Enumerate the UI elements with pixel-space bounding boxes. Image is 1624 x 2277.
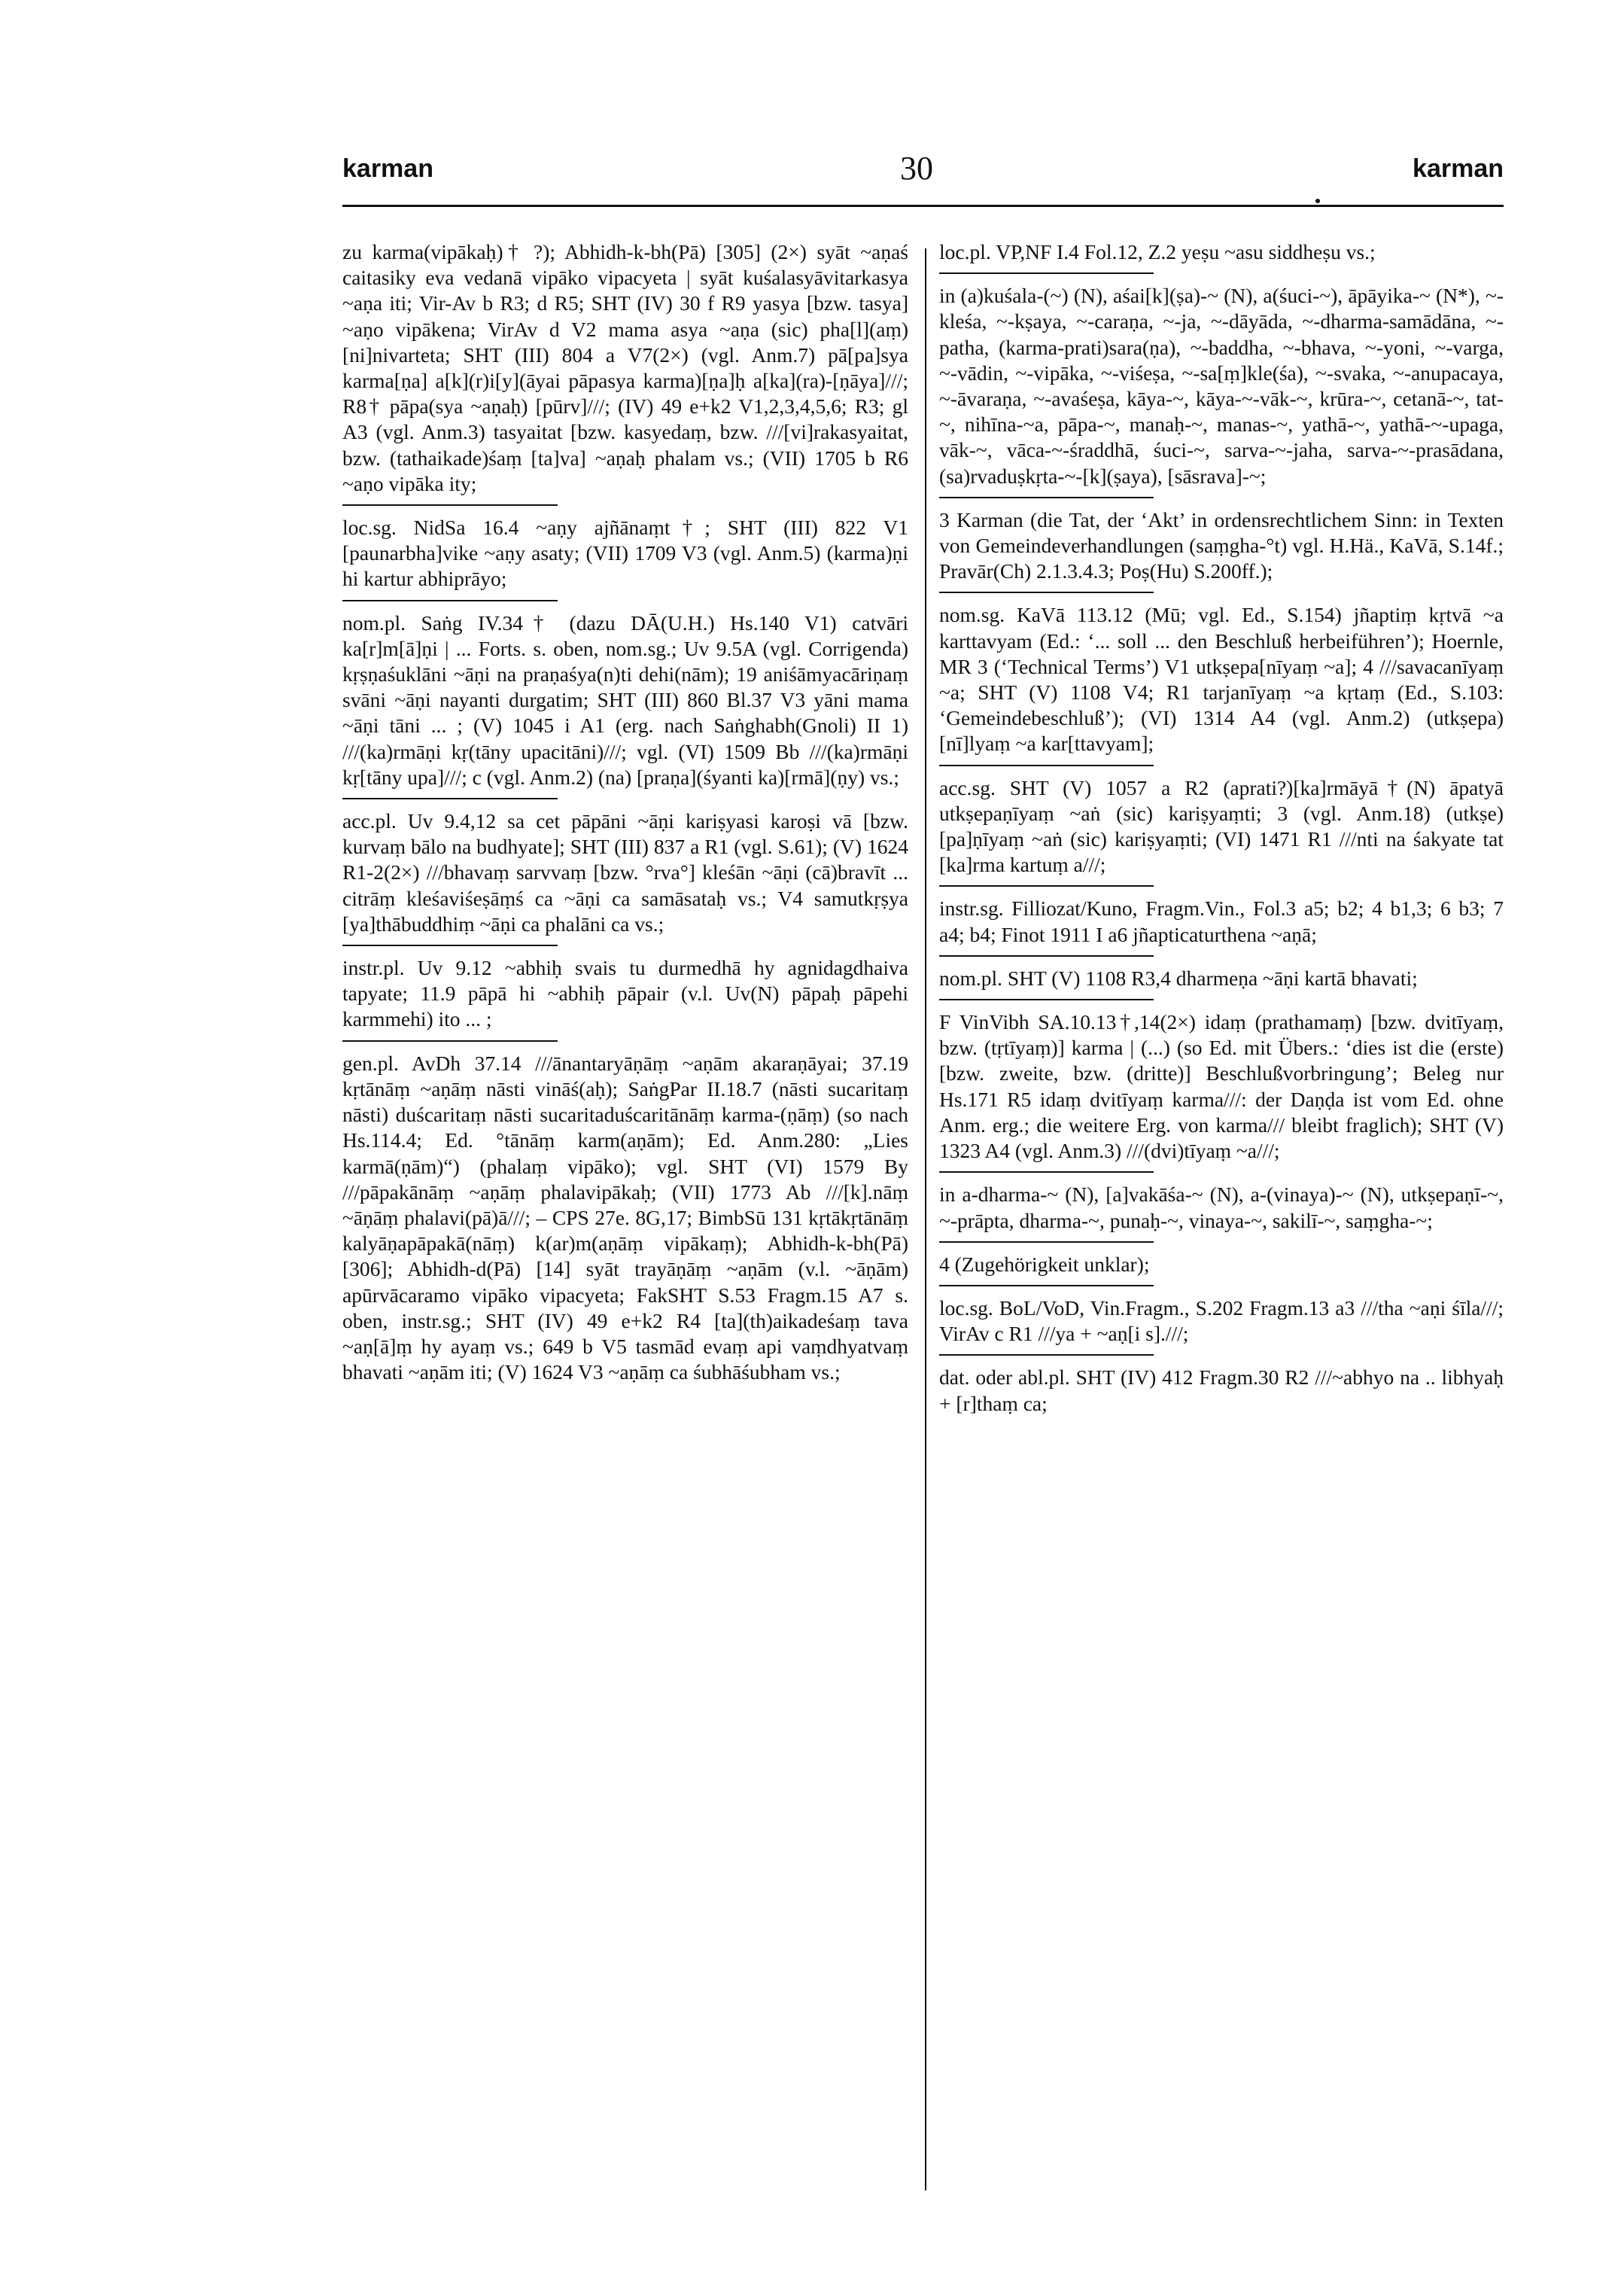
section-separator (939, 497, 1154, 498)
section-separator (939, 765, 1154, 766)
entry-compounds-2: in a-dharma-~ (N), [a]vakāśa-~ (N), a-(vinaya)-~ (N), utkṣepaṇī-~, ~-prāpta, dharma-~, punaḥ-~, vinaya-~, sakilī-~, saṃgha-~; (939, 1183, 1504, 1232)
entry-nom-pl: nom.pl. Saṅg IV.34† (dazu DĀ(U.H.) Hs.140 V1) catvāri ka[r]m[ā]ṇi | ... Forts. s. oben, nom.sg.; Uv 9.5A (vgl. Corrigenda) kṛṣṇaśuklāni ~āṇi na praṇaśya(n)ti dehi(nām); 19 aniśāmyacāriṇaṃ svāni ~āṇi nayanti durgatim; SHT (III) 860 Bl.37 V3 yāni mama ~āṇi tāni ... ; (V) 1045 i A1 (erg. nach Saṅghabh(Gnoli) II 1) ///(ka)rmāṇi kṛ(tāny upacitāni)///; vgl. (VI) 1509 Bb ///(ka)rmāṇi kṛ[tāny upa]///; c (vgl. Anm.2) (na) [praṇa](śyanti ka)[rmā](ṇy) vs.; (342, 610, 908, 789)
running-head-left: karman (342, 154, 433, 183)
section-separator (342, 600, 558, 601)
entry-gen-pl: gen.pl. AvDh 37.14 ///ānantaryāṇāṃ ~aṇām akaraṇāyai; 37.19 kṛtānāṃ ~aṇāṃ nāsti vināś(aḥ); SaṅgPar II.18.7 (nāsti sucaritaṃ nāsti) duścaritaṃ nāsti sucaritaduścaritānāṃ karma-(ṇāṃ) (so nach Hs.114.4; Ed. °tānāṃ karm(aṇām); Ed. Anm.280: „Lies karmā(ṇām)“) (phalaṃ vipāko); vgl. SHT (VI) 1579 By ///pāpakānāṃ ~aṇāṃ phalavipākaḥ; (VII) 1773 Ab ///[k].nāṃ ~āṇāṃ phalavi(pā)ā///; – CPS 27e. 8G,17; BimbSū 131 kṛtākṛtānāṃ kalyāṇapāpakā(nāṃ) k(ar)m(aṇāṃ vipākaṃ); Abhidh-k-bh(Pā) [306]; Abhidh-d(Pā) [14] syāt trayāṇāṃ ~aṇām (v.l. ~āṇām) apūrvācaramo vipāko vipacyeta; FakSHT S.53 Fragm.15 A7 s. oben, instr.sg.; SHT (IV) 49 e+k2 R4 [ta](th)aikadeśaṃ tava ~aṇ[ā]ṃ hy ayaṃ vs.; 649 b V5 tasmād evaṃ api vaṃdhyatvaṃ bhavati ~aṇām iti; (V) 1624 V3 ~aṇāṃ ca śubhāśubham vs.; (342, 1051, 908, 1384)
section-separator (342, 1040, 558, 1042)
entry-dat-abl-pl: dat. oder abl.pl. SHT (IV) 412 Fragm.30 R2 ///~abhyo na .. libhyaḥ + [r]thaṃ ca; (939, 1365, 1504, 1415)
entry-sense-4: 4 (Zugehörigkeit unklar); (939, 1252, 1150, 1276)
entry-acc-sg: acc.sg. SHT (V) 1057 a R2 (aprati?)[ka]rmāyā†(N) āpatyā utkṣepaṇīyaṃ ~aṅ (sic) kariṣyaṃti; 3 (vgl. Anm.18) (utkṣe)[pa]ṇīyaṃ ~aṅ (sic) kariṣyaṃti; (VI) 1471 R1 ///nti na śakyate tat [ka]rma kartuṃ a///; (939, 775, 1504, 877)
entry-nom-pl-2: nom.pl. SHT (V) 1108 R3,4 dharmeṇa ~āṇi kartā bhavati; (939, 966, 1418, 990)
section-separator (939, 1171, 1154, 1173)
header-rule (342, 205, 1504, 207)
section-separator (342, 945, 558, 946)
entry-instr-sg: instr.sg. Filliozat/Kuno, Fragm.Vin., Fol.3 a5; b2; 4 b1,3; 6 b3; 7 a4; b4; Finot 1911 I a6 jñapticaturthena ~aṇā; (939, 896, 1504, 946)
right-column (939, 239, 1504, 1417)
entry-nom-sg: nom.sg. KaVā 113.12 (Mū; vgl. Ed., S.154) jñaptiṃ kṛtvā ~a karttavyam (Ed.: ‘... soll ... den Beschluß herbeiführen’); Hoernle, MR 3 (‘Technical Terms’) V1 utkṣepa[nīyaṃ ~a]; 4 ///savacanīyaṃ ~a; SHT (V) 1108 V4; R1 tarjanīyaṃ ~a kṛtaṃ (Ed., S.103: ‘Gemeindebeschluß’); (VI) 1314 A4 (vgl. Anm.2) (utkṣepa)[nī]lyaṃ ~a kar[ttavyam]; (939, 603, 1504, 756)
section-separator (342, 504, 558, 506)
entry-loc-sg-2: loc.sg. BoL/VoD, Vin.Fragm., S.202 Fragm.13 a3 ///tha ~aṇi śīla///; VirAv c R1 ///ya + ~aṇ[i s].///; (939, 1295, 1504, 1346)
section-separator (342, 798, 558, 799)
left-column (342, 239, 908, 1385)
entry-continuation: zu karma(vipākaḥ)† ?); Abhidh-k-bh(Pā) [305] (2×) syāt ~aṇaś caitasiky eva vedanā vipāko vipacyeta | syāt kuśalasyāvitarkasya ~aṇa iti; Vir-Av b R3; d R5; SHT (IV) 30 f R9 yasya [bzw. tasya] ~aṇo vipākena; VirAv d V2 mama asya ~aṇa (sic) pha[l](aṃ) [ni]nivarteta; SHT (III) 804 a V7(2×) (vgl. Anm.7) pā[pa]sya karma[ṇa] a[k](r)i[y](āyai pāpasya karma)[ṇa]ḥ a[ka](ra)-[ṇāya]///; R8† pāpa(sya ~aṇaḥ) [pūrv]///; (IV) 49 e+k2 V1,2,3,4,5,6; R3; gl A3 (vgl. Anm.3) tasyaitat [bzw. kasyedaṃ, bzw. ///[vi]rakasyaitat, bzw. (tathaikade)śaṃ [ta]va] ~aṇaḥ phalam vs.; (VII) 1705 b R6 ~aṇo vipāka ity; (342, 240, 908, 495)
section-separator (939, 955, 1154, 957)
entry-instr-pl: instr.pl. Uv 9.12 ~abhiḥ svais tu durmedhā hy agnidagdhaiva tapyate; 11.9 pāpā hi ~abhiḥ pāpair (v.l. Uv(N) pāpaḥ pāpehi karmmehi) ito ... ; (342, 956, 908, 1031)
section-separator (939, 885, 1154, 887)
entry-loc-pl: loc.pl. VP,NF I.4 Fol.12, Z.2 yeṣu ~asu siddheṣu vs.; (939, 240, 1376, 263)
section-separator (939, 592, 1154, 593)
entry-loc-sg: loc.sg. NidSa 16.4 ~aṇy ajñānaṃt†; SHT (III) 822 V1 [paunarbha]vike ~aṇy asaty; (VII) 1709 V3 (vgl. Anm.5) (karma)ṇi hi kartur abhiprāyo; (342, 516, 908, 591)
page-number: 30 (900, 150, 933, 187)
section-separator (939, 272, 1154, 274)
section-separator (939, 1285, 1154, 1286)
header-rule-dot (1315, 199, 1320, 203)
entry-compounds: in (a)kuśala-(~) (N), aśai[k](ṣa)-~ (N), a(śuci-~), āpāyika-~ (N*), ~-kleśa, ~-kṣaya, ~-caraṇa, ~-ja, ~-dāyāda, ~-dharma-samādāna, ~-patha, (karma-prati)sara(ṇa), ~-baddha, ~-bhava, ~-yoni, ~-varga, ~-vādin, ~-vipāka, ~-viśeṣa, ~-sa[ṃ]kle(śa), ~-svaka, ~-anupacaya, ~-āvaraṇa, ~-avaśeṣa, kāya-~, kāya-~-vāk-~, krūra-~, cetanā-~, tat-~, nihīna-~a, pāpa-~, manaḥ-~, manas-~, yathā-~, yathā-~-upaga, vāk-~, vāca-~-śraddhā, śuci-~, sarva-~-jaha, sarva-~-prasādana, (sa)rvaduṣkṛta-~-[k](ṣaya), [sāsrava]-~; (939, 284, 1504, 488)
entry-f-vinvibh: F VinVibh SA.10.13†,14(2×) idaṃ (prathamaṃ) [bzw. dvitīyaṃ, bzw. (tṛtīyaṃ)] karma | (...) (so Ed. mit Übers.: ‘dies ist die (erste) [bzw. zweite, bzw. (dritte)] Beschlußvorbringung’; Beleg nur Hs.171 R5 idaṃ dvitīyaṃ karma///: der Daṇḍa ist vom Ed. ohne Anm. erg.; die weitere Erg. von karma/// bleibt fraglich); SHT (V) 1323 A4 (vgl. Anm.3) ///(dvi)tīyaṃ ~a///; (939, 1010, 1504, 1163)
running-head-right: karman (1413, 154, 1504, 183)
column-divider (925, 248, 926, 2190)
entry-acc-pl: acc.pl. Uv 9.4,12 sa cet pāpāni ~āṇi kariṣyasi karoṣi vā [bzw. kurvaṃ bālo na budhyate]; SHT (III) 837 a R1 (vgl. S.61); (V) 1624 R1-2(2×) ///bhavaṃ sarvvaṃ [bzw. °rva°] kleśān ~āṇi (cā)bravīt ... citrāṃ kleśaviśeṣāṃś ca ~āṇi ca samāsataḥ vs.; V4 samutkṛṣya [ya]thābuddhiṃ ~āṇi ca phalāni ca vs.; (342, 809, 908, 936)
section-separator (939, 1354, 1154, 1356)
section-separator (939, 999, 1154, 1000)
entry-sense-3: 3 Karman (die Tat, der ‘Akt’ in ordensrechtlichem Sinn: in Texten von Gemeindeverhandlungen (saṃgha-°t) vgl. H.Hä., KaVā, S.14f.; Pravār(Ch) 2.1.3.4.3; Poṣ(Hu) S.200ff.); (939, 507, 1504, 583)
section-separator (939, 1241, 1154, 1243)
